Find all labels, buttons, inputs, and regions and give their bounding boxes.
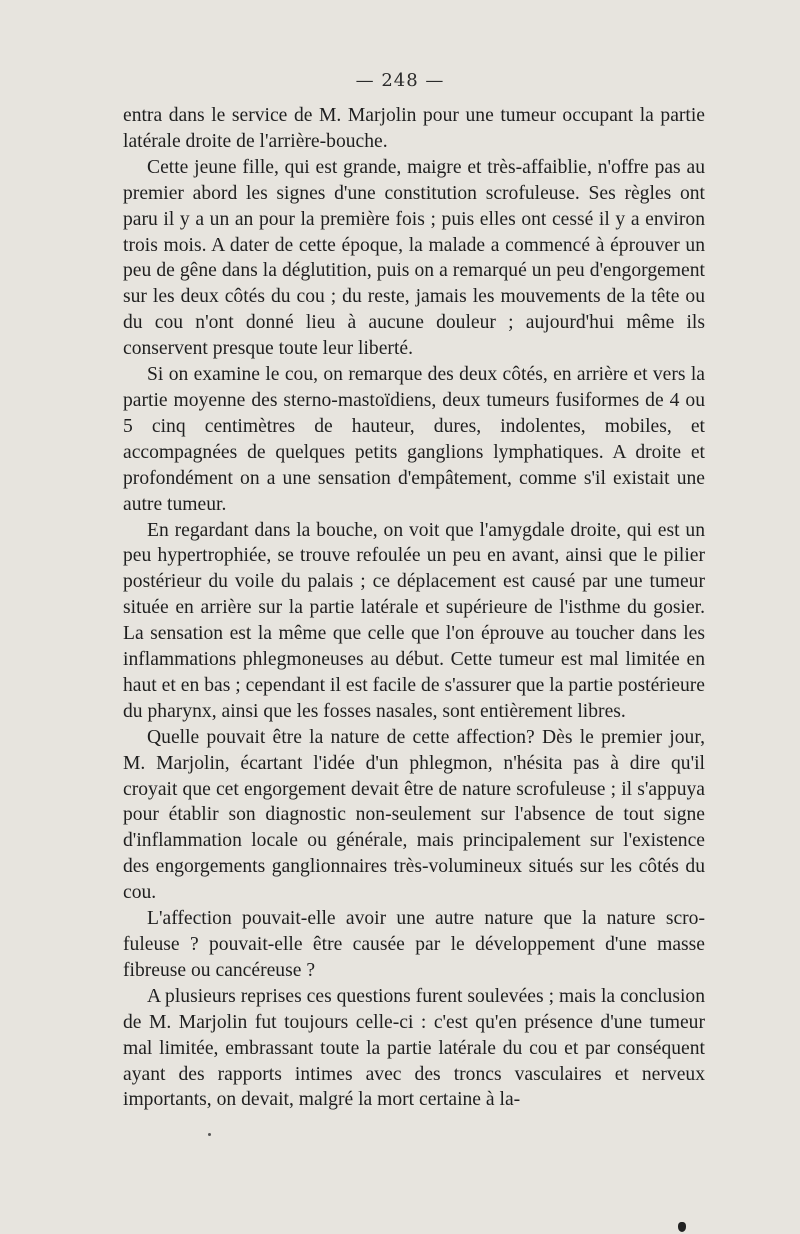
paper-speck	[208, 1133, 211, 1136]
paragraph: A plusieurs reprises ces questions furent soulevées ; mais la conclusion de M. Marjolin fut toujours celle-ci : c'est qu'en présence d'une tumeur mal limitée, embrassant toute la partie latérale du cou et par conséquent ayant des rapports intimes avec des troncs vasculaires et nerveux importants, on devait, malgré la mort certaine à la-	[123, 985, 705, 1111]
paragraph: Si on examine le cou, on remarque des deux côtés, en arrière et vers la partie moyenne des sterno-mastoïdiens, deux tumeurs fusiformes de 4 ou 5 cinq centimètres de hauteur, dures, indolentes, mobiles, et accompagnées de quelques petits ganglions lymphatiques. A droite et profondément on a une sensation d'empâtement, comme s'il existait une autre tumeur.	[123, 364, 705, 515]
paragraph: L'affection pouvait-elle avoir une autre nature que la nature scrofuleuse ? pouvait-elle être causée par le développement d'une masse fibreuse ou cancéreuse ?	[123, 908, 705, 981]
body-text	[123, 103, 705, 1113]
paragraph: Quelle pouvait être la nature de cette affection? Dès le premier jour, M. Marjolin, écartant l'idée d'un phlegmon, n'hésita pas à dire qu'il croyait que cet engorgement devait être de nature scrofuleuse ; il s'appuya pour établir son diagnostic non-seulement sur l'absence de tout signe d'inflammation locale ou générale, mais principalement sur l'existence des engorgements ganglionnaires très-volumineux situés sur les côtés du cou.	[123, 726, 705, 904]
page-number-header: — 248 —	[355, 70, 445, 91]
paragraph-continued: entra dans le service de M. Marjolin pour une tumeur occupant la partie latérale droite de l'arrière-bouche.	[123, 105, 705, 152]
paragraph: En regardant dans la bouche, on voit que l'amygdale droite, qui est un peu hypertrophiée, se trouve refoulée un peu en avant, ainsi que le pilier postérieur du voile du palais ; ce déplacement est causé par une tumeur située en arrière sur la partie latérale et supérieure de l'isthme du gosier. La sensation est la même que celle que l'on éprouve au toucher dans les inflammations phlegmoneuses au début. Cette tumeur est mal limitée en haut et en bas ; cependant il est facile de s'assurer que la partie postérieure du pharynx, ainsi que les fosses nasales, sont entièrement libres.	[123, 519, 705, 722]
paragraph: Cette jeune fille, qui est grande, maigre et très-affaiblie, n'offre pas au premier abord les signes d'une constitution scrofuleuse. Ses règles ont paru il y a un an pour la première fois ; puis elles ont cessé il y a environ trois mois. A dater de cette époque, la malade a commencé à éprouver un peu de gêne dans la déglutition, puis on a remarqué un peu d'engorgement sur les deux côtés du cou ; du reste, jamais les mouvements de la tête ou du cou n'ont donné lieu à aucune douleur ; aujourd'hui même ils conservent presque toute leur liberté.	[123, 156, 705, 360]
ink-blot	[678, 1222, 686, 1232]
